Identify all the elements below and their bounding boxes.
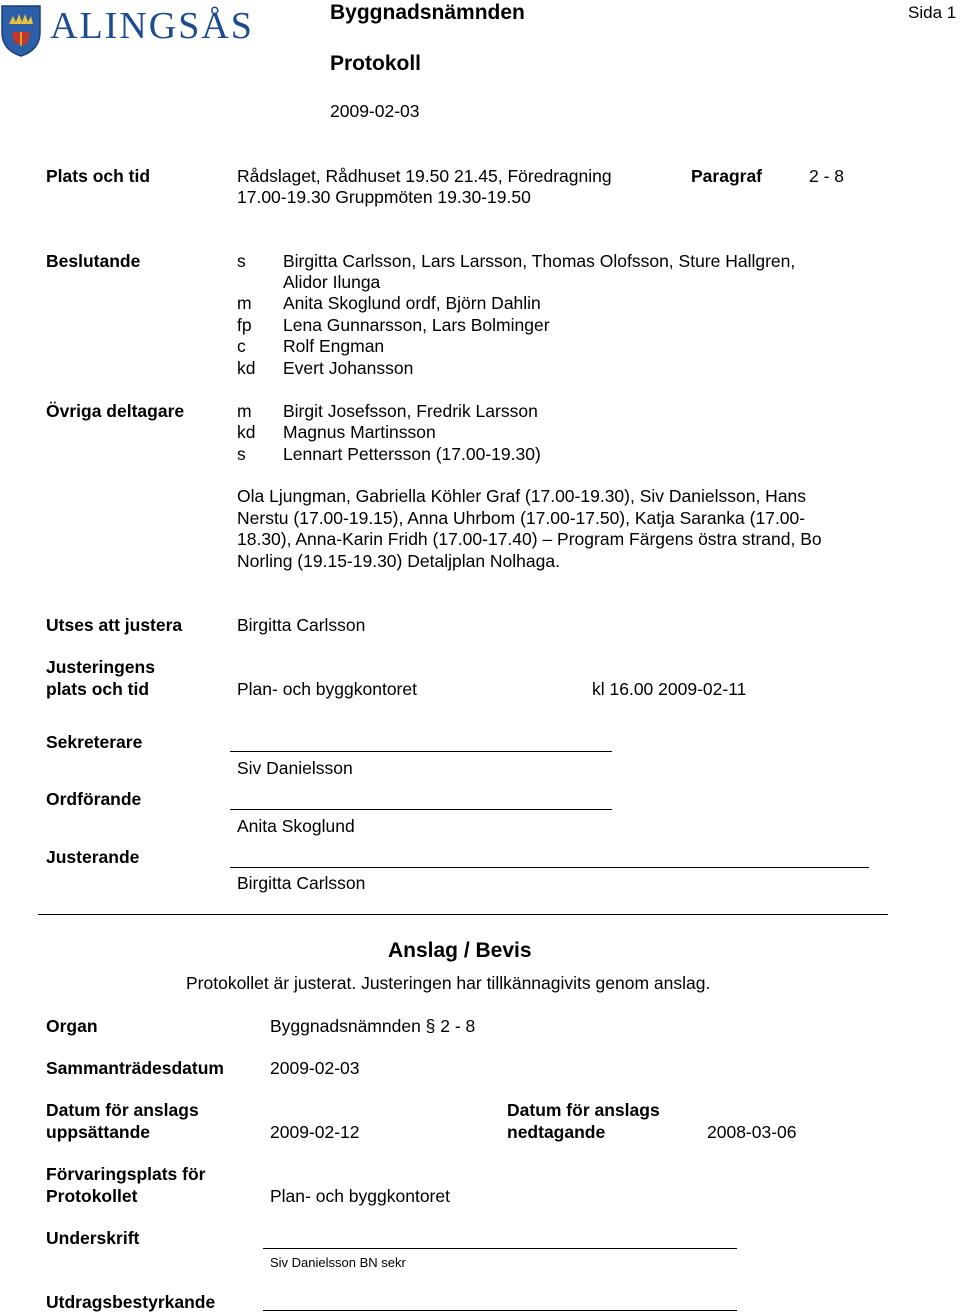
committee-title: Byggnadsnämnden bbox=[330, 1, 525, 24]
participant-names: Birgit Josefsson, Fredrik Larsson bbox=[283, 401, 538, 421]
adjuster-sign-name: Birgitta Carlsson bbox=[237, 873, 366, 893]
certified-signature-line bbox=[263, 1310, 737, 1311]
place-time-line1: Rådslaget, Rådhuset 19.50 21.45, Föredragning bbox=[237, 166, 612, 186]
party-abbr: m bbox=[237, 293, 252, 313]
removal-label-1: Datum för anslags bbox=[507, 1100, 660, 1120]
adjustment-label-1: Justeringens bbox=[46, 657, 155, 677]
secretary-label: Sekreterare bbox=[46, 732, 143, 752]
organ-label: Organ bbox=[46, 1016, 98, 1036]
storage-value: Plan- och byggkontoret bbox=[270, 1186, 450, 1206]
participant-names: Magnus Martinsson bbox=[283, 422, 436, 442]
others-label: Övriga deltagare bbox=[46, 401, 185, 421]
adjustment-label-2: plats och tid bbox=[46, 679, 150, 699]
adjuster-label: Utses att justera bbox=[46, 615, 183, 635]
secretary-name: Siv Danielsson bbox=[237, 758, 353, 778]
adjustment-time: kl 16.00 2009-02-11 bbox=[592, 679, 747, 699]
chair-name: Anita Skoglund bbox=[237, 816, 355, 836]
signature-label: Underskrift bbox=[46, 1228, 140, 1248]
logo bbox=[0, 2, 260, 60]
chair-label: Ordförande bbox=[46, 789, 142, 809]
officials-line: Ola Ljungman, Gabriella Köhler Graf (17.00-19.30), Siv Danielsson, Hans bbox=[237, 486, 807, 506]
storage-label-1: Förvaringsplats för bbox=[46, 1164, 206, 1184]
party-abbr: s bbox=[237, 444, 246, 464]
signature-caption: Siv Danielsson BN sekr bbox=[270, 1255, 406, 1270]
paragraph-label: Paragraf bbox=[691, 166, 763, 186]
posting-label-1: Datum för anslags bbox=[46, 1100, 199, 1120]
chair-signature-line bbox=[230, 809, 612, 810]
member-names: Anita Skoglund ordf, Björn Dahlin bbox=[283, 293, 541, 313]
party-abbr: c bbox=[237, 336, 246, 356]
storage-label-2: Protokollet bbox=[46, 1186, 138, 1206]
member-names: Evert Johansson bbox=[283, 358, 414, 378]
secretary-signature-line bbox=[230, 751, 612, 752]
document-type: Protokoll bbox=[330, 52, 422, 75]
posting-value: 2009-02-12 bbox=[270, 1122, 360, 1142]
officials-line: Norling (19.15-19.30) Detaljplan Nolhaga. bbox=[237, 551, 560, 571]
adjustment-place: Plan- och byggkontoret bbox=[237, 679, 417, 699]
member-names: Rolf Engman bbox=[283, 336, 385, 356]
party-abbr: kd bbox=[237, 422, 256, 442]
participant-names: Lennart Pettersson (17.00-19.30) bbox=[283, 444, 541, 464]
section-divider bbox=[38, 914, 888, 915]
certified-label: Utdragsbestyrkande bbox=[46, 1292, 216, 1312]
member-names: Alidor Ilunga bbox=[283, 272, 381, 292]
officials-line: 18.30), Anna-Karin Fridh (17.00-17.40) – Program Färgens östra strand, Bo bbox=[237, 529, 822, 549]
logo-text: ALINGSÅS bbox=[50, 5, 254, 47]
paragraph-value: 2 - 8 bbox=[809, 166, 845, 186]
notice-title: Anslag / Bevis bbox=[388, 939, 532, 962]
signature-line bbox=[263, 1248, 737, 1249]
party-abbr: s bbox=[237, 251, 246, 271]
adjuster-signature-line bbox=[230, 867, 869, 868]
party-abbr: kd bbox=[237, 358, 256, 378]
meeting-date-label: Sammanträdesdatum bbox=[46, 1058, 224, 1078]
document-date: 2009-02-03 bbox=[330, 101, 420, 121]
notice-subtitle: Protokollet är justerat. Justeringen har tillkännagivits genom anslag. bbox=[186, 973, 711, 993]
party-abbr: fp bbox=[237, 315, 252, 335]
organ-value: Byggnadsnämnden § 2 - 8 bbox=[270, 1016, 476, 1036]
deciding-label: Beslutande bbox=[46, 251, 141, 271]
removal-value: 2008-03-06 bbox=[707, 1122, 797, 1142]
adjuster-sign-label: Justerande bbox=[46, 847, 140, 867]
officials-line: Nerstu (17.00-19.15), Anna Uhrbom (17.00-17.50), Katja Saranka (17.00- bbox=[237, 508, 806, 528]
adjuster-value: Birgitta Carlsson bbox=[237, 615, 366, 635]
member-names: Lena Gunnarsson, Lars Bolminger bbox=[283, 315, 550, 335]
page-number: Sida 1 bbox=[908, 3, 957, 22]
place-time-label: Plats och tid bbox=[46, 166, 151, 186]
meeting-date-value: 2009-02-03 bbox=[270, 1058, 360, 1078]
member-names: Birgitta Carlsson, Lars Larsson, Thomas Olofsson, Sture Hallgren, bbox=[283, 251, 796, 271]
posting-label-2: uppsättande bbox=[46, 1122, 151, 1142]
coat-of-arms-icon bbox=[0, 2, 42, 58]
removal-label-2: nedtagande bbox=[507, 1122, 606, 1142]
party-abbr: m bbox=[237, 401, 252, 421]
place-time-line2: 17.00-19.30 Gruppmöten 19.30-19.50 bbox=[237, 187, 531, 207]
